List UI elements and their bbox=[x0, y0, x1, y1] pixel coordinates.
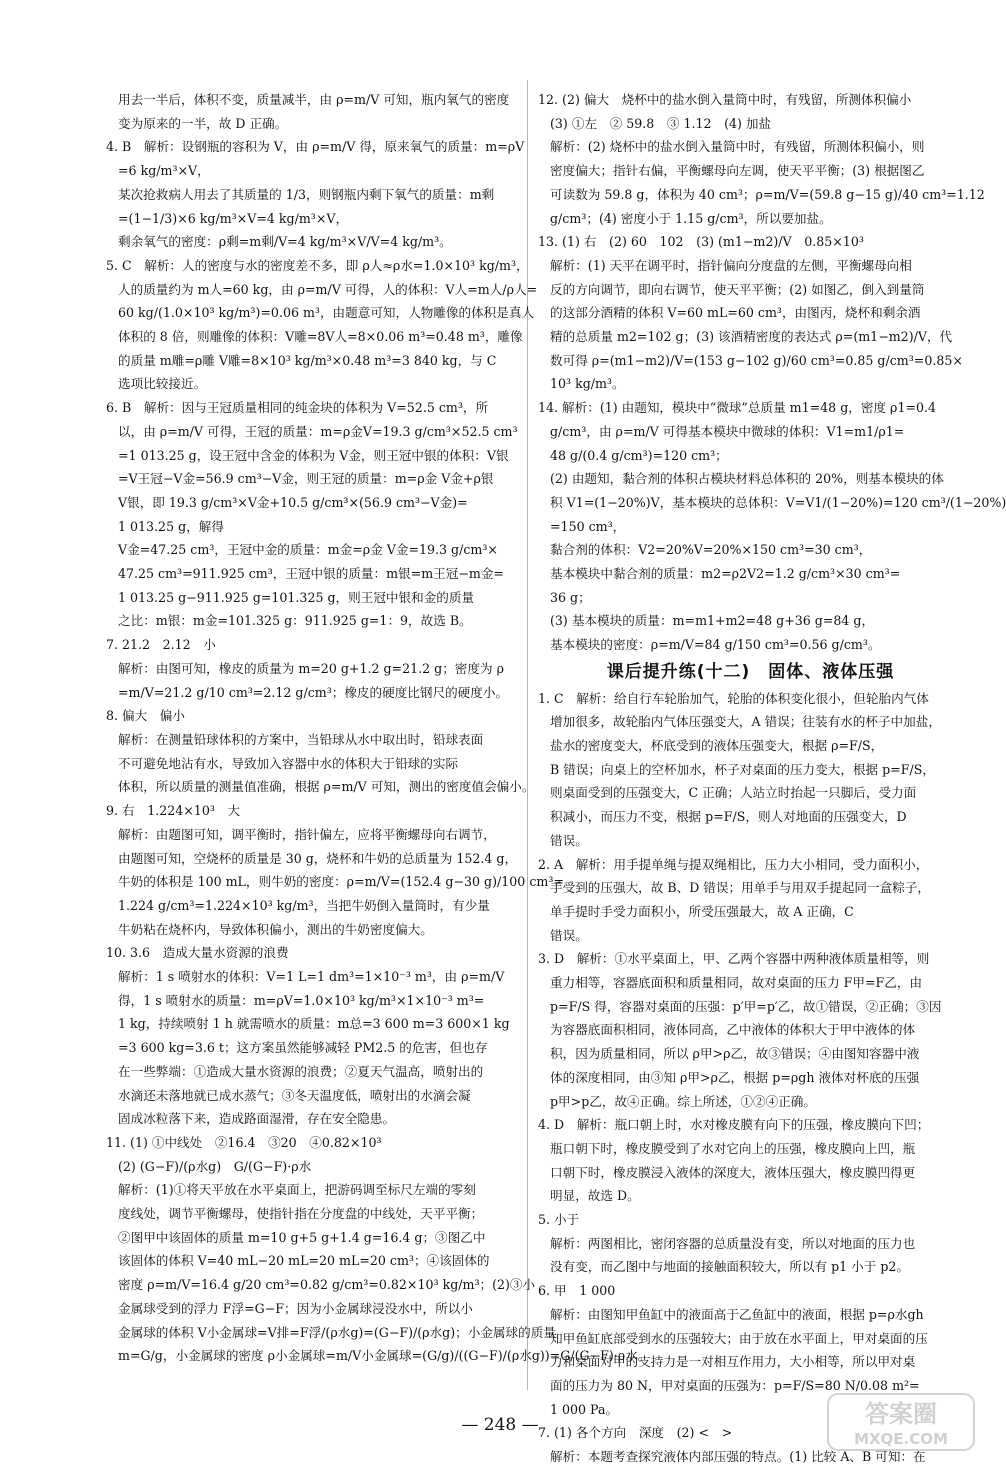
text-line: 47.25 cm³=911.925 cm³，王冠中银的质量：m银=m王冠−m金= bbox=[118, 566, 504, 582]
text-line: 该固体的体积 V=40 mL−20 mL=20 mL=20 cm³；④该固体的 bbox=[118, 1253, 490, 1269]
page-number: — 248 — bbox=[461, 1415, 539, 1435]
text-line: 9. 右 1.224×10³ 大 bbox=[106, 803, 241, 819]
text-line: 重力相等，容器底面积和质量相同，故对桌面的压力 F甲=F乙，由 bbox=[550, 975, 923, 991]
text-line: 度线处，调节平衡螺母，使指针指在分度盘的中线处，天平平衡； bbox=[118, 1206, 484, 1222]
text-line: 1.224 g/cm³=1.224×10³ kg/m³，当把牛奶倒入量筒时，有少量 bbox=[118, 897, 490, 913]
text-line: V银，即 19.3 g/cm³×V金+10.5 g/cm³×(56.9 cm³−V金)= bbox=[118, 494, 468, 510]
text-line: 水滴还未落地就已成水蒸气；③冬天温度低，喷射出的水滴会凝 bbox=[118, 1087, 471, 1103]
text-line: 体积，所以质量的测量值准确，根据 ρ=m/V 可知，测出的密度值会偏小。 bbox=[118, 779, 535, 795]
text-line: 明显，故选 D。 bbox=[550, 1188, 640, 1204]
text-line: 36 g； bbox=[550, 589, 591, 605]
text-line: 积，因为质量相同，所以 ρ甲>ρ乙，故③错误；④由图知容器中液 bbox=[550, 1046, 920, 1062]
text-line: =3 600 kg=3.6 t；这方案虽然能够减轻 PM2.5 的危害，但也存 bbox=[118, 1040, 488, 1056]
text-line: 面的压力为 80 N，甲对桌面的压强为：p=F/S=80 N/0.08 m²= bbox=[550, 1377, 920, 1393]
text-line: 7. 21.2 2.12 小 bbox=[106, 637, 216, 653]
text-line: 13. (1) 右 (2) 60 102 (3) (m1−m2)/V 0.85×10³ bbox=[538, 234, 864, 250]
text-line: 没有变，而乙图中与地面的接触面积较大，所以有 p1 小于 p2。 bbox=[550, 1259, 910, 1275]
text-line: p甲>p乙，故④正确。综上所述，①②④正确。 bbox=[550, 1093, 816, 1109]
text-line: (2) (G−F)/(ρ水g) G/(G−F)·ρ水 bbox=[118, 1158, 312, 1174]
text-line: 8. 偏大 偏小 bbox=[106, 708, 185, 724]
answers-section-11 bbox=[538, 88, 1006, 657]
text-line: m=G/g，小金属球的密度 ρ小金属球=m/V小金属球=(G/g)/((G−F)/(ρ水g))=G/(G−F)·ρ水。 bbox=[118, 1348, 651, 1364]
text-line: (3) 基本模块的质量：m=m1+m2=48 g+36 g=84 g， bbox=[550, 613, 875, 629]
svg-text:MXQE.COM: MXQE.COM bbox=[854, 1430, 948, 1448]
text-line: 以，由 ρ=m/V 可得，王冠的质量：m=ρ金V=19.3 g/cm³×52.5 cm³ bbox=[118, 423, 518, 439]
text-line: 由题图可知，空烧杯的质量是 30 g，烧杯和牛奶的总质量为 152.4 g， bbox=[118, 850, 518, 866]
text-line: 1. C 解析：给自行车轮胎加气，轮胎的体积变化很小，但轮胎内气体 bbox=[538, 690, 929, 706]
text-line: =V王冠−V金=56.9 cm³−V金，则王冠的质量：m=ρ金 V金+ρ银 bbox=[118, 471, 494, 487]
text-line: =(1−1/3)×6 kg/m³×V=4 kg/m³×V， bbox=[118, 210, 349, 226]
text-line: B 错误；向桌上的空杯加水，杯子对桌面的压力变大，根据 p=F/S， bbox=[550, 761, 935, 777]
text-line: 14. 解析：(1) 由题知，模块中“微球”总质量 m1=48 g，密度 ρ1=0.4 bbox=[538, 400, 937, 416]
text-line: 12. (2) 偏大 烧杯中的盐水倒入量筒中时，有残留，所测体积偏小 bbox=[538, 92, 912, 107]
text-line: 盐水的密度变大，杯底受到的液体压强变大，根据 ρ=F/S， bbox=[550, 737, 884, 753]
svg-text:答案圈: 答案圈 bbox=[865, 1400, 937, 1428]
text-line: 黏合剂的体积：V2=20%V=20%×150 cm³=30 cm³， bbox=[550, 542, 872, 558]
text-line: 不可避免地沾有水，导致加入容器中水的体积大于铅球的实际 bbox=[118, 755, 459, 771]
text-line: (3) ①左 ② 59.8 ③ 1.12 (4) 加盐 bbox=[550, 115, 772, 131]
text-line: ②图甲中该固体的质量 m=10 g+5 g+1.4 g=16.4 g；③图乙中 bbox=[118, 1229, 486, 1245]
answers-section-12 bbox=[538, 687, 963, 1469]
text-line: 2. A 解析：用手提单绳与提双绳相比，压力大小相同，受力面积小， bbox=[538, 856, 929, 872]
text-line: =6 kg/m³×V， bbox=[118, 163, 210, 179]
text-line: 解析：由图知甲鱼缸中的液面高于乙鱼缸中的液面，根据 p=ρ水gh bbox=[550, 1306, 924, 1322]
text-line: 4. D 解析：瓶口朝上时，水对橡皮膜有向下的压强，橡皮膜向下凹； bbox=[538, 1117, 930, 1133]
text-line: =150 cm³， bbox=[550, 518, 626, 534]
text-line: 10. 3.6 造成大量水资源的浪费 bbox=[106, 945, 289, 961]
text-line: 用去一半后，体积不变，质量减半，由 ρ=m/V 可知，瓶内氧气的密度 bbox=[118, 92, 510, 107]
right-column bbox=[538, 88, 1006, 1469]
text-line: g/cm³；(4) 密度小于 1.15 g/cm³，所以要加盐。 bbox=[550, 210, 832, 226]
text-line: 剩余氧气的密度：ρ剩=m剩/V=4 kg/m³×V/V=4 kg/m³。 bbox=[118, 234, 452, 250]
text-line: 体积的 8 倍，则雕像的体积：V雕=8V人=8×0.06 m³=0.48 m³，雕像 bbox=[118, 329, 523, 345]
text-line: 解析：(1)①将天平放在水平桌面上，把游码调至标尺左端的零刻 bbox=[118, 1182, 476, 1198]
text-line: 6. 甲 1 000 bbox=[538, 1283, 616, 1299]
text-line: 的这部分酒精的体积 V=60 mL=60 cm³，由图丙，烧杯和剩余酒 bbox=[550, 305, 921, 321]
text-line: 力和桌面对甲的支持力是一对相互作用力，大小相等，所以甲对桌 bbox=[550, 1354, 916, 1370]
text-line: 牛奶粘在烧杯内，导致体积偏小，测出的牛奶密度偏大。 bbox=[118, 921, 433, 937]
text-line: =1 013.25 g，设王冠中含金的体积为 V金，则王冠中银的体积：V银 bbox=[118, 447, 509, 463]
text-line: 可读数为 59.8 g，体积为 40 cm³；ρ=m/V=(59.8 g−15 g)/40 cm³=1.12 bbox=[550, 186, 985, 202]
text-line: 固成冰粒落下来，造成路面湿滑，存在安全隐患。 bbox=[118, 1111, 396, 1127]
text-line: 48 g/(0.4 g/cm³)=120 cm³； bbox=[550, 447, 728, 463]
text-line: 解析：本题考查探究液体内部压强的特点。(1) 比较 A、B 可知：在 bbox=[550, 1449, 926, 1465]
text-line: 7. (1) 各个方向 深度 (2) < > bbox=[538, 1425, 733, 1441]
text-line: 某次抢救病人用去了其质量的 1/3，则钢瓶内剩下氧气的质量：m剩 bbox=[118, 186, 495, 202]
text-line: 口朝下时，橡皮膜浸入液体的深度大，液体压强大，橡皮膜凹得更 bbox=[550, 1164, 916, 1180]
text-line: 11. (1) ①中线处 ②16.4 ③20 ④0.82×10³ bbox=[106, 1134, 382, 1150]
text-line: 金属球的体积 V小金属球=V排=F浮/(ρ水g)=(G−F)/(ρ水g)；小金属球的质量 bbox=[118, 1324, 556, 1340]
text-line: 解析：两图相比，密闭容器的总质量没有变，所以对地面的压力也 bbox=[550, 1235, 916, 1251]
text-line: 解析：1 s 喷射水的体积：V=1 L=1 dm³=1×10⁻³ m³，由 ρ=m/V bbox=[118, 969, 505, 985]
text-line: 6. B 解析：因与王冠质量相同的纯金块的体积为 V=52.5 cm³，所 bbox=[106, 400, 489, 416]
text-line: 数可得 ρ=(m1−m2)/V=(153 g−102 g)/60 cm³=0.85 g/cm³=0.85× bbox=[550, 352, 963, 368]
text-line: 5. 小于 bbox=[538, 1212, 580, 1228]
text-line: 解析：在测量铅球体积的方案中，当铅球从水中取出时，铅球表面 bbox=[118, 731, 484, 747]
text-line: 手受到的压强大，故 B、D 错误；用单手与用双手提起同一盒粽子， bbox=[550, 880, 930, 896]
text-line: 的质量 m雕=ρ雕 V雕=8×10³ kg/m³×0.48 m³=3 840 kg，与 C bbox=[118, 352, 497, 368]
text-line: 3. D 解析：①水平桌面上，甲、乙两个容器中两种液体质量相等，则 bbox=[538, 951, 930, 967]
text-line: 金属球受到的浮力 F浮=G−F；因为小金属球浸没水中，所以小 bbox=[118, 1300, 473, 1316]
text-line: 则桌面受到的压强变大，C 正确；人站立时抬起一只脚后，受力面 bbox=[550, 785, 917, 801]
text-line: g/cm³，由 ρ=m/V 可得基本模块中微球的体积：V1=m1/ρ1= bbox=[550, 423, 905, 439]
text-line: p=F/S 得，容器对桌面的压强：p′甲=p′乙，故①错误，②正确；③因 bbox=[550, 998, 942, 1014]
text-line: (2) 由题知，黏合剂的体积占模块材料总体积的 20%，则基本模块的体 bbox=[550, 471, 944, 487]
text-line: 基本模块的密度：ρ=m/V=84 g/150 cm³=0.56 g/cm³。 bbox=[550, 637, 881, 653]
watermark-logo bbox=[826, 1392, 976, 1452]
section-title: 课后提升练(十二) 固体、液体压强 bbox=[606, 661, 895, 682]
text-line: 1 000 Pa。 bbox=[550, 1401, 619, 1417]
text-line: 知甲鱼缸底部受到水的压强较大；由于放在水平面上，甲对桌面的压 bbox=[550, 1330, 928, 1346]
text-line: 为容器底面积相同，液体同高，乙中液体的体积大于甲中液体的体 bbox=[550, 1022, 916, 1038]
text-line: 基本模块中黏合剂的质量：m2=ρ2V2=1.2 g/cm³×30 cm³= bbox=[550, 566, 901, 582]
text-line: 精的总质量 m2=102 g；(3) 该酒精密度的表达式 ρ=(m1−m2)/V，代 bbox=[550, 329, 953, 345]
text-line: 体的深度相同，由③知 ρ甲>ρ乙，根据 p=ρgh 液体对杯底的压强 bbox=[550, 1069, 920, 1085]
text-line: 错误。 bbox=[550, 832, 588, 848]
text-line: 积 V1=(1−20%)V，基本模块的总体积：V=V1/(1−20%)=120 cm³/(1−20%) bbox=[550, 494, 1006, 510]
text-line: 5. C 解析：人的密度与水的密度差不多，即 ρ人≈ρ水=1.0×10³ kg/m³， bbox=[106, 257, 529, 273]
text-line: 之比：m银：m金=101.325 g：911.925 g=1：9，故选 B。 bbox=[118, 613, 472, 629]
text-line: 在一些弊端：①造成大量水资源的浪费；②夏天气温高，喷射出的 bbox=[118, 1063, 484, 1079]
text-line: 积减小，而压力不变，根据 p=F/S，则人对地面的压强变大，D bbox=[550, 809, 907, 825]
text-line: 4. B 解析：设钢瓶的容积为 V，由 ρ=m/V 得，原来氧气的质量：m=ρV bbox=[106, 139, 525, 155]
text-line: 瓶口朝下时，橡皮膜受到了水对它向上的压强，橡皮膜向上凹，瓶 bbox=[550, 1140, 916, 1156]
text-line: 单手提时手受力面积小，所受压强最大，故 A 正确，C bbox=[550, 903, 854, 919]
text-line: 人的质量约为 m人=60 kg，由 ρ=m/V 可得，人的体积：V人=m人/ρ人= bbox=[118, 281, 538, 297]
text-line: 得，1 s 喷射水的质量：m=ρV=1.0×10³ kg/m³×1×10⁻³ m³= bbox=[118, 992, 485, 1008]
text-line: 密度 ρ=m/V=16.4 g/20 cm³=0.82 g/cm³=0.82×10³ kg/m³；(2)③小 bbox=[118, 1277, 536, 1293]
text-line: 牛奶的体积是 100 mL，则牛奶的密度：ρ=m/V=(152.4 g−30 g)/100 cm³= bbox=[118, 874, 564, 890]
text-line: 1 013.25 g−911.925 g=101.325 g，则王冠中银和金的质量 bbox=[118, 589, 475, 605]
text-line: 1 kg，持续喷射 1 h 就需喷水的质量：m总=3 600 m=3 600×1 kg bbox=[118, 1016, 510, 1032]
text-line: 解析：由题图可知，调平衡时，指针偏左，应将平衡螺母向右调节， bbox=[118, 826, 496, 842]
text-line: 错误。 bbox=[550, 927, 588, 943]
text-line: 选项比较接近。 bbox=[118, 376, 207, 392]
text-line: 1 013.25 g，解得 bbox=[118, 518, 224, 534]
text-line: 变为原来的一半，故 D 正确。 bbox=[118, 115, 288, 131]
text-line: 解析：(1) 天平在调平时，指针偏向分度盘的左侧，平衡螺母向相 bbox=[550, 257, 912, 273]
text-line: 增加很多，故轮胎内气体压强变大，A 错误；往装有水的杯子中加盐， bbox=[550, 714, 941, 730]
text-line: V金=47.25 cm³，王冠中金的质量：m金=ρ金 V金=19.3 g/cm³× bbox=[118, 542, 498, 558]
text-line: 密度偏大；指针右偏，平衡螺母向左调，使天平平衡；(3) 根据图乙 bbox=[550, 163, 925, 179]
text-line: =m/V=21.2 g/10 cm³=2.12 g/cm³；橡皮的硬度比钢尺的硬度小。 bbox=[118, 684, 509, 700]
text-line: 解析：由图可知，橡皮的质量为 m=20 g+1.2 g=21.2 g；密度为 ρ bbox=[118, 660, 504, 676]
text-line: 60 kg/(1.0×10³ kg/m³)=0.06 m³，由题意可知，人物雕像的体积是真人 bbox=[118, 305, 535, 321]
text-line: 反的方向调节，即向右调节，使天平平衡；(2) 如图乙，倒入到量筒 bbox=[550, 281, 925, 297]
text-line: 解析：(2) 烧杯中的盐水倒入量筒中时，有残留，所测体积偏小，则 bbox=[550, 139, 925, 155]
text-line: 10³ kg/m³。 bbox=[550, 376, 625, 392]
